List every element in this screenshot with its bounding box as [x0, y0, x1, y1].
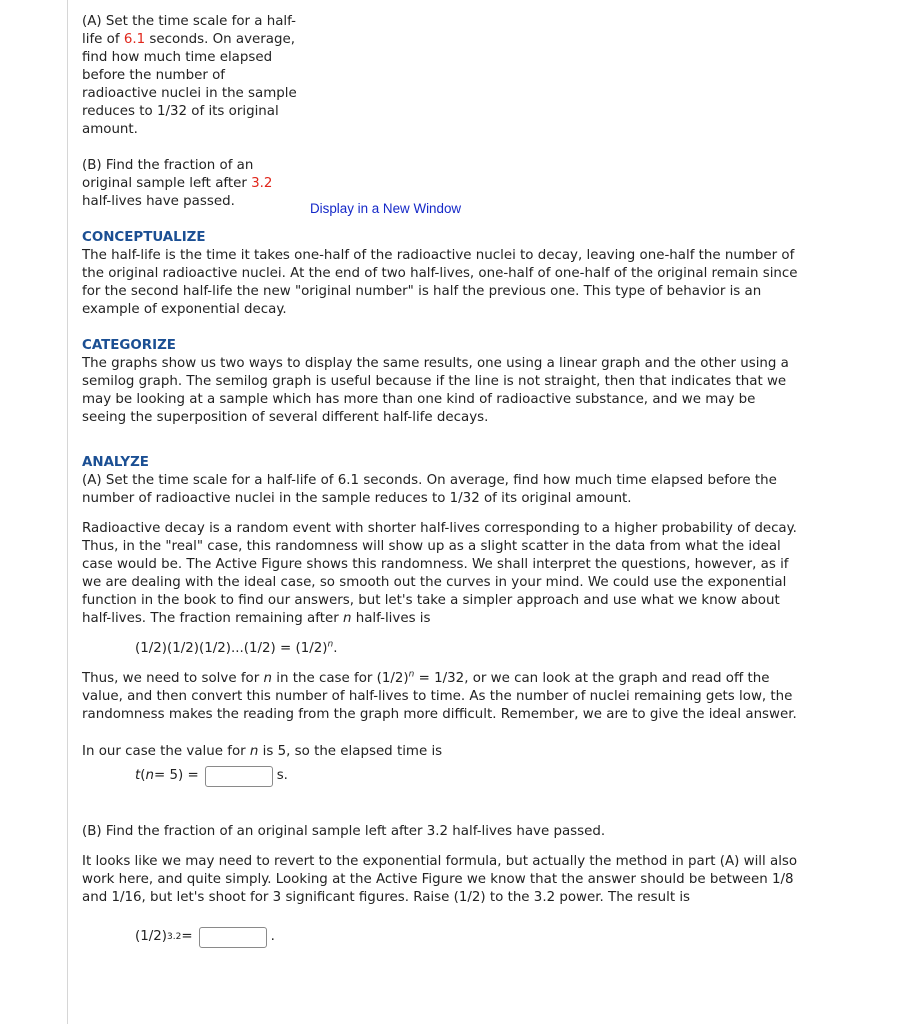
- intro-part-a-text-end: seconds. On average, find how much time elapsed before the number of radioactive nuclei in the sample reduces to 1/32 of its original amount.: [82, 32, 297, 137]
- formula-end: .: [333, 641, 338, 656]
- intro-part-a-text: (A) Set the time scale for a half-life of: [82, 14, 296, 47]
- problem-content: [82, 13, 798, 950]
- display-new-window-link[interactable]: Display in a New Window: [310, 201, 462, 216]
- half-lives-value: 3.2: [251, 176, 273, 191]
- variable-n: n: [249, 744, 259, 759]
- conceptualize-body: The half-life is the time it takes one-half of the radioactive nuclei to decay, leaving one-half the number of the original radioactive nuclei. At the end of two half-lives, one-half of one-half of the original remain since for the second half-life the new "original number" is half the previous one. This type of behavior is an example of exponential decay.: [82, 248, 798, 317]
- elapsed-time-input[interactable]: [205, 766, 273, 787]
- intro-part-b-text: (B) Find the fraction of an original sample left after: [82, 158, 254, 191]
- analyze-paragraph-4: It looks like we may need to revert to the exponential formula, but actually the method in part (A) will also work here, and quite simply. Looking at the Active Figure we know that the answer should be between 1/8 and 1/16, but let's shoot for 3 significant figures. Raise (1/2) to the 3.2 power. The result is: [82, 854, 798, 905]
- exponent-n: n: [408, 669, 415, 680]
- formula-exponent: n: [327, 639, 334, 650]
- answer-a-equation: = 5) =: [154, 768, 199, 783]
- fraction-remaining-input[interactable]: [199, 927, 267, 948]
- seconds-unit: s.: [276, 768, 288, 783]
- intro-part-b: [82, 157, 304, 211]
- para2-text-end: = 1/32, or we can look at the graph and read off the value, and then convert this number of half-lives to time. As the number of nuclei remaining gets low, the randomness makes the reading from the graph more difficult. Remember, we are to give the ideal answer.: [82, 671, 797, 722]
- variable-n: n: [145, 768, 154, 783]
- analyze-part-b-question: (B) Find the fraction of an original sample left after 3.2 half-lives have passed.: [82, 824, 606, 839]
- answer-b-base: (1/2): [135, 929, 167, 944]
- formula-base: (1/2)(1/2)(1/2)...(1/2) = (1/2): [135, 641, 328, 656]
- analyze-paragraph-2: [82, 670, 798, 724]
- elapsed-time-answer-row: [82, 763, 798, 789]
- analyze-heading: ANALYZE: [82, 455, 149, 470]
- fraction-answer-row: (1/2) 3.2 = .: [82, 924, 798, 950]
- conceptualize-heading: CONCEPTUALIZE: [82, 230, 206, 245]
- intro-part-b-text-end: half-lives have passed.: [82, 194, 235, 209]
- answer-b-equals: =: [181, 929, 193, 944]
- para1-text: Radioactive decay is a random event with shorter half-lives corresponding to a higher probability of decay. Thus, in the "real" case, this randomness will show up as a slight scatter in the data from what the ideal case would be. The Active Figure shows this randomness. We shall interpret the questions, however, as if we are dealing with the ideal case, so smooth out the curves in your mind. We could use the exponential function in the book to find our answers, but let's take a simpler approach and use what we know about half-lives. The fraction remaining after: [82, 521, 797, 626]
- analyze-part-a-question: (A) Set the time scale for a half-life of 6.1 seconds. On average, find how much time elapsed before the number of radioactive nuclei in the sample reduces to 1/32 of its original amount.: [82, 473, 777, 506]
- left-border-rule: [67, 0, 68, 1024]
- intro-part-a: [82, 13, 304, 139]
- para3-text-end: is 5, so the elapsed time is: [258, 744, 443, 759]
- para1-text-end: half-lives is: [351, 611, 431, 626]
- problem-intro: [82, 13, 304, 211]
- categorize-body: The graphs show us two ways to display the same results, one using a linear graph and the other using a semilog graph. The semilog graph is useful because if the line is not straight, then that indicates that we may be looking at a sample which has more than one kind of radioactive substance, and we may be seeing the superposition of several different half-life decays.: [82, 356, 789, 425]
- variable-n: n: [342, 611, 352, 626]
- analyze-paragraph-3: [82, 743, 798, 761]
- para3-text: In our case the value for: [82, 744, 250, 759]
- variable-n: n: [263, 671, 272, 686]
- half-life-value: 6.1: [123, 32, 146, 47]
- categorize-heading: CATEGORIZE: [82, 338, 176, 353]
- conceptualize-section: [82, 229, 798, 319]
- answer-b-period: .: [270, 929, 275, 944]
- answer-a-paren: (: [140, 768, 146, 783]
- para2-text-mid: in the case for (1/2): [272, 671, 409, 686]
- variable-t: t: [135, 768, 141, 783]
- categorize-section: [82, 337, 798, 427]
- analyze-section: [82, 454, 798, 950]
- para2-text: Thus, we need to solve for: [82, 671, 264, 686]
- half-life-product-formula: [82, 640, 798, 658]
- analyze-paragraph-1: [82, 520, 798, 628]
